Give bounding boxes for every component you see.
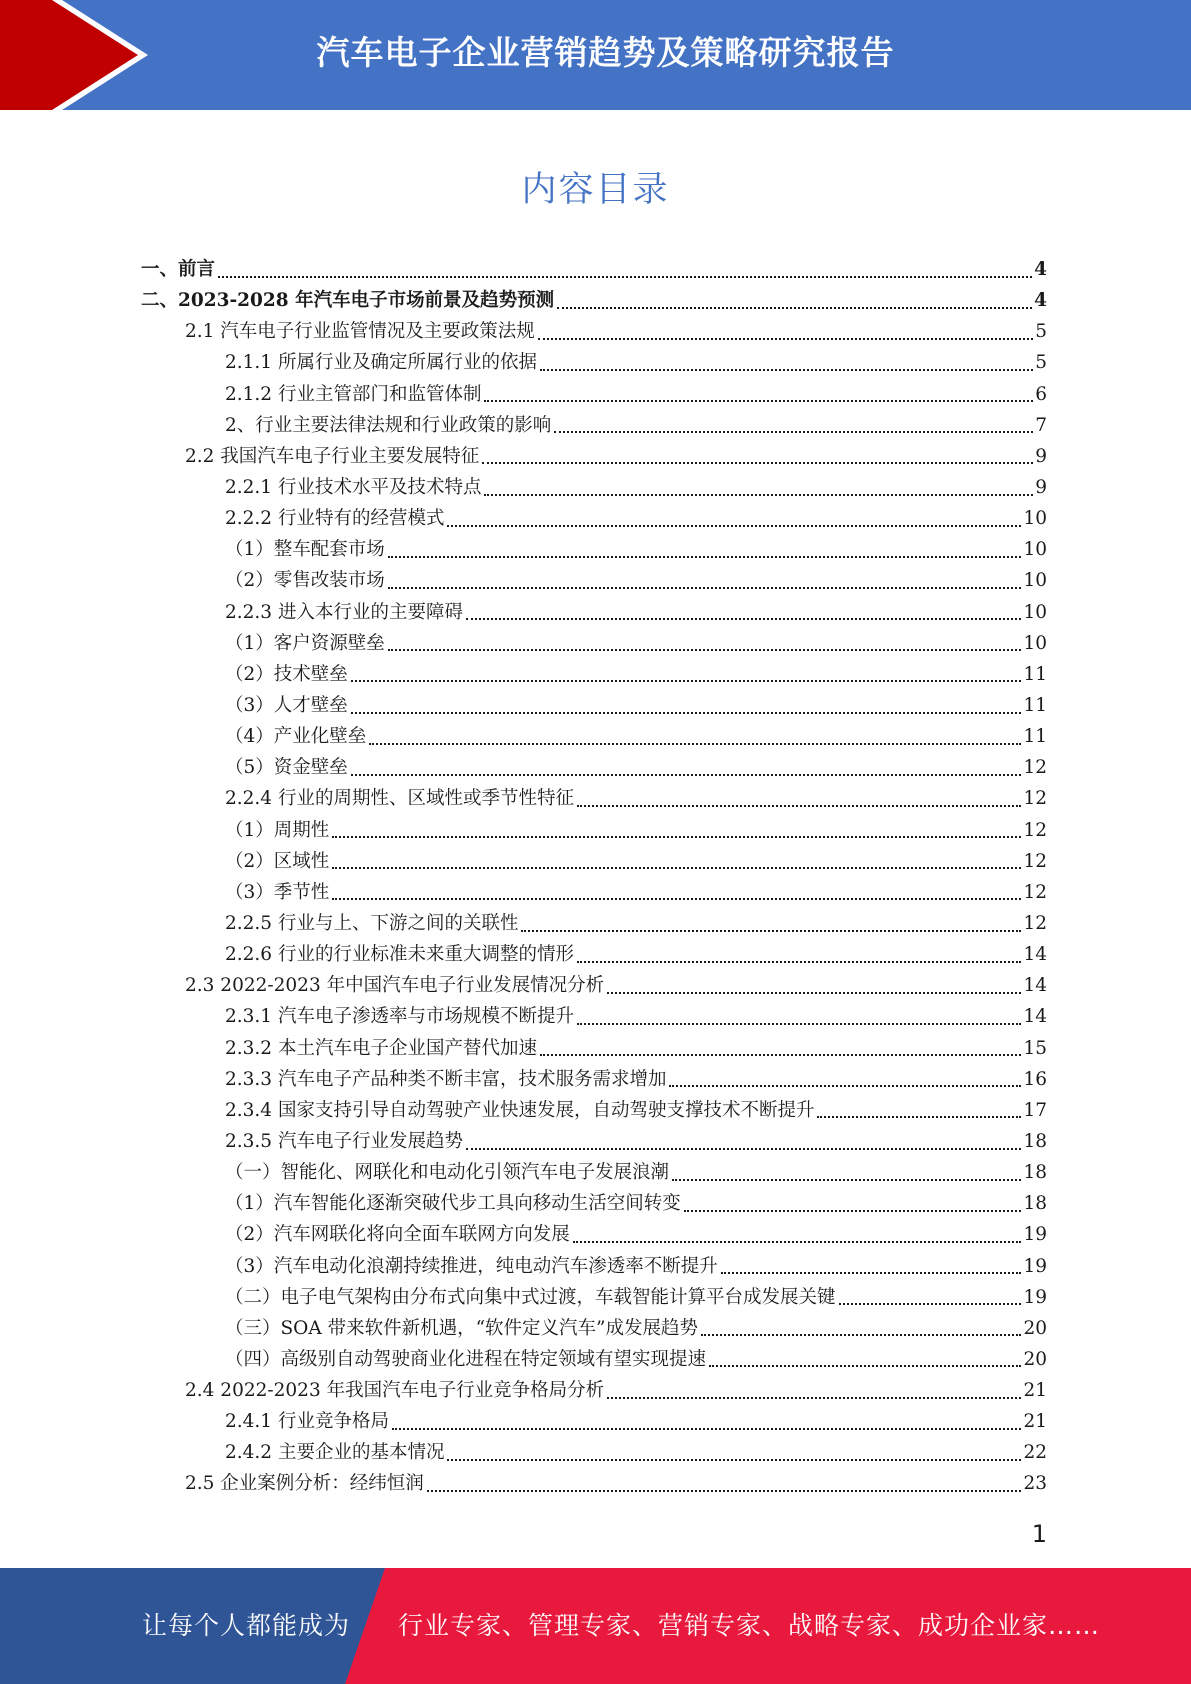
toc-entry-page: 10 (1023, 570, 1047, 592)
toc-entry[interactable] (0, 908, 1191, 939)
toc-entry-label: （一）智能化、网联化和电动化引领汽车电子发展浪潮 (225, 1162, 670, 1184)
toc-entry-page: 15 (1023, 1037, 1047, 1059)
toc-entry-page: 10 (1023, 539, 1047, 561)
toc-entry-page: 12 (1023, 850, 1047, 872)
toc-dot-leader (540, 369, 1033, 371)
toc-entry-label: 2.4 2022-2023 年我国汽车电子行业竞争格局分析 (185, 1380, 605, 1402)
toc-entry-page: 14 (1023, 1006, 1047, 1028)
toc-entry-label: 2.2.2 行业特有的经营模式 (225, 508, 445, 530)
toc-entry-page: 12 (1023, 881, 1047, 903)
toc-entry-label: （1）汽车智能化逐渐突破代步工具向移动生活空间转变 (225, 1193, 681, 1215)
toc-entry-label: 2.2.3 进入本行业的主要障碍 (225, 601, 463, 623)
toc-entry-page: 9 (1035, 445, 1047, 467)
toc-dot-leader (447, 1459, 1021, 1461)
toc-entry[interactable] (0, 472, 1191, 503)
toc-entry-page: 12 (1023, 819, 1047, 841)
header-banner (0, 0, 1191, 110)
toc-entry-page: 10 (1023, 601, 1047, 623)
toc-dot-leader (672, 1179, 1021, 1181)
toc-dot-leader (388, 649, 1022, 651)
toc-entry-page: 12 (1023, 912, 1047, 934)
toc-entry-label: 2.2.1 行业技术水平及技术特点 (225, 476, 482, 498)
toc-entry[interactable] (0, 1437, 1191, 1468)
toc-entry-label: 2.4.1 行业竞争格局 (225, 1411, 389, 1433)
toc-entry[interactable] (0, 1126, 1191, 1157)
toc-entry-label: 2.3.4 国家支持引导自动驾驶产业快速发展，自动驾驶支撑技术不断提升 (225, 1099, 815, 1121)
toc-dot-leader (466, 1148, 1021, 1150)
toc-entry-label: 二、2023-2028 年汽车电子市场前景及趋势预测 (141, 290, 555, 312)
toc-entry-page: 19 (1023, 1224, 1047, 1246)
toc-dot-leader (573, 1241, 1022, 1243)
toc-entry-label: （2）技术壁垒 (225, 663, 348, 685)
toc-entry[interactable] (0, 1219, 1191, 1250)
toc-dot-leader (721, 1272, 1022, 1274)
toc-entry-page: 10 (1023, 632, 1047, 654)
toc-entry-page: 16 (1023, 1068, 1047, 1090)
toc-entry[interactable] (0, 565, 1191, 596)
toc-dot-leader (351, 712, 1022, 714)
toc-entry-page: 11 (1023, 694, 1047, 716)
toc-entry-label: （3）季节性 (225, 881, 330, 903)
toc-entry-label: （5）资金壁垒 (225, 757, 348, 779)
toc-dot-leader (332, 898, 1021, 900)
toc-entry[interactable] (0, 1282, 1191, 1313)
toc-entry-page: 18 (1023, 1162, 1047, 1184)
toc-entry[interactable] (0, 1033, 1191, 1064)
toc-entry-page: 21 (1023, 1380, 1047, 1402)
toc-entry[interactable] (0, 285, 1191, 316)
toc-entry-label: 2.1.2 行业主管部门和监管体制 (225, 383, 482, 405)
page-number: 1 (1031, 1520, 1047, 1548)
toc-entry-page: 6 (1035, 383, 1047, 405)
toc-entry-page: 14 (1023, 975, 1047, 997)
toc-entry-label: 一、前言 (141, 259, 216, 280)
toc-entry-label: （3）人才壁垒 (225, 694, 348, 716)
toc-entry-page: 19 (1023, 1286, 1047, 1308)
toc-dot-leader (332, 867, 1021, 869)
toc-dot-leader (538, 338, 1033, 340)
toc-entry-page: 23 (1023, 1473, 1047, 1495)
toc-entry-label: （2）区域性 (225, 850, 330, 872)
toc-dot-leader (607, 992, 1021, 994)
toc-entry[interactable] (0, 1344, 1191, 1375)
toc-entry-label: （1）客户资源壁垒 (225, 632, 385, 654)
toc-entry-page: 21 (1023, 1411, 1047, 1433)
toc-dot-leader (521, 930, 1021, 932)
toc-entry[interactable] (0, 970, 1191, 1001)
toc-entry[interactable] (0, 690, 1191, 721)
toc-dot-leader (218, 276, 1032, 278)
toc-dot-leader (557, 307, 1032, 309)
toc-entry[interactable] (0, 379, 1191, 410)
toc-dot-leader (709, 1365, 1021, 1367)
toc-entry-page: 22 (1023, 1442, 1047, 1464)
toc-entry-label: 2.2.6 行业的行业标准未来重大调整的情形 (225, 944, 574, 966)
toc-entry[interactable] (0, 877, 1191, 908)
toc-entry[interactable] (0, 254, 1191, 285)
toc-dot-leader (388, 556, 1022, 558)
toc-entry-label: 2.2.4 行业的周期性、区域性或季节性特征 (225, 788, 574, 810)
toc-dot-leader (369, 743, 1021, 745)
toc-dot-leader (701, 1334, 1021, 1336)
toc-entry-page: 18 (1023, 1193, 1047, 1215)
toc-entry[interactable] (0, 316, 1191, 347)
footer-roles: 行业专家、管理专家、营销专家、战略专家、成功企业家…… (398, 1611, 1101, 1640)
toc-entry[interactable] (0, 1375, 1191, 1406)
toc-entry[interactable] (0, 1468, 1191, 1499)
toc-dot-leader (577, 1023, 1021, 1025)
toc-entry-label: （2）零售改装市场 (225, 570, 385, 592)
toc-entry-label: （三）SOA 带来软件新机遇，“软件定义汽车”成发展趋势 (225, 1317, 698, 1339)
toc-entry-page: 20 (1023, 1348, 1047, 1370)
toc-dot-leader (669, 1085, 1021, 1087)
toc-entry[interactable] (0, 1157, 1191, 1188)
toc-entry[interactable] (0, 628, 1191, 659)
toc-dot-leader (484, 494, 1033, 496)
toc-entry-label: 2.3.2 本土汽车电子企业国产替代加速 (225, 1037, 537, 1059)
toc-entry-page: 19 (1023, 1255, 1047, 1277)
toc-dot-leader (817, 1116, 1021, 1118)
toc-entry[interactable] (0, 347, 1191, 378)
footer-slogan: 让每个人都能成为 (142, 1611, 351, 1640)
toc-entry[interactable] (0, 1188, 1191, 1219)
toc-entry-page: 12 (1023, 788, 1047, 810)
report-title: 汽车电子企业营销趋势及策略研究报告 (316, 33, 895, 72)
toc-entry[interactable] (0, 815, 1191, 846)
toc-entry[interactable] (0, 752, 1191, 783)
toc-entry[interactable] (0, 1095, 1191, 1126)
header-arrow-decoration (0, 0, 160, 110)
toc-entry[interactable] (0, 1313, 1191, 1344)
toc-entry-label: （4）产业化壁垒 (225, 726, 367, 748)
toc-entry-page: 18 (1023, 1130, 1047, 1152)
toc-entry-label: （四）高级别自动驾驶商业化进程在特定领域有望实现提速 (225, 1348, 707, 1370)
toc-entry[interactable] (0, 1001, 1191, 1032)
toc-entry[interactable] (0, 721, 1191, 752)
toc-entry-label: 2.3 2022-2023 年中国汽车电子行业发展情况分析 (185, 975, 605, 997)
toc-entry-page: 10 (1023, 508, 1047, 530)
toc-entry-page: 4 (1034, 290, 1047, 312)
toc-entry-label: 2、行业主要法律法规和行业政策的影响 (225, 414, 552, 436)
toc-dot-leader (607, 1397, 1021, 1399)
toc-dot-leader (482, 462, 1033, 464)
toc-dot-leader (388, 587, 1022, 589)
toc-dot-leader (577, 805, 1021, 807)
toc-entry-page: 14 (1023, 944, 1047, 966)
toc-entry-page: 12 (1023, 757, 1047, 779)
toc-entry-label: （1）整车配套市场 (225, 539, 385, 561)
toc-entry-label: 2.3.5 汽车电子行业发展趋势 (225, 1130, 463, 1152)
toc-entry-label: 2.2.5 行业与上、下游之间的关联性 (225, 912, 519, 934)
toc-entry-label: 2.3.1 汽车电子渗透率与市场规模不断提升 (225, 1006, 574, 1028)
toc-entry-page: 9 (1035, 476, 1047, 498)
toc-entry-label: 2.1 汽车电子行业监管情况及主要政策法规 (185, 321, 535, 343)
toc-entry-page: 5 (1035, 352, 1047, 374)
toc-entry-label: （2）汽车网联化将向全面车联网方向发展 (225, 1224, 570, 1246)
toc-dot-leader (839, 1303, 1022, 1305)
table-of-contents (0, 254, 1191, 1500)
toc-entry[interactable] (0, 783, 1191, 814)
toc-title: 内容目录 (521, 170, 670, 210)
toc-dot-leader (427, 1490, 1022, 1492)
toc-dot-leader (466, 618, 1021, 620)
toc-dot-leader (484, 400, 1033, 402)
toc-entry-page: 7 (1035, 414, 1047, 436)
toc-entry[interactable] (0, 597, 1191, 628)
toc-entry-label: 2.5 企业案例分析：经纬恒润 (185, 1473, 424, 1495)
toc-entry-page: 20 (1023, 1317, 1047, 1339)
toc-entry-label: 2.4.2 主要企业的基本情况 (225, 1442, 445, 1464)
footer-banner (0, 1568, 1191, 1684)
toc-entry[interactable] (0, 534, 1191, 565)
toc-entry[interactable] (0, 846, 1191, 877)
toc-dot-leader (351, 680, 1022, 682)
toc-entry-page: 5 (1035, 321, 1047, 343)
toc-entry-page: 11 (1023, 663, 1047, 685)
toc-entry[interactable] (0, 441, 1191, 472)
toc-entry-page: 4 (1034, 259, 1047, 280)
toc-dot-leader (577, 961, 1021, 963)
toc-entry-label: 2.2 我国汽车电子行业主要发展特征 (185, 445, 480, 467)
toc-dot-leader (684, 1210, 1022, 1212)
toc-entry-page: 17 (1023, 1099, 1047, 1121)
toc-entry[interactable] (0, 1251, 1191, 1282)
toc-entry-label: 2.1.1 所属行业及确定所属行业的依据 (225, 352, 537, 374)
toc-entry[interactable] (0, 410, 1191, 441)
toc-entry-label: （3）汽车电动化浪潮持续推进，纯电动汽车渗透率不断提升 (225, 1255, 718, 1277)
toc-entry[interactable] (0, 659, 1191, 690)
toc-entry[interactable] (0, 939, 1191, 970)
toc-dot-leader (540, 1054, 1021, 1056)
toc-dot-leader (554, 431, 1033, 433)
toc-entry[interactable] (0, 1064, 1191, 1095)
toc-entry-label: （1）周期性 (225, 819, 330, 841)
toc-dot-leader (351, 774, 1022, 776)
toc-entry-label: （二）电子电气架构由分布式向集中式过渡，车载智能计算平台成发展关键 (225, 1286, 836, 1308)
toc-dot-leader (447, 525, 1021, 527)
toc-dot-leader (332, 836, 1021, 838)
toc-entry[interactable] (0, 1406, 1191, 1437)
toc-entry-label: 2.3.3 汽车电子产品种类不断丰富，技术服务需求增加 (225, 1068, 667, 1090)
toc-entry-page: 11 (1023, 726, 1047, 748)
toc-dot-leader (392, 1428, 1021, 1430)
toc-entry[interactable] (0, 503, 1191, 534)
